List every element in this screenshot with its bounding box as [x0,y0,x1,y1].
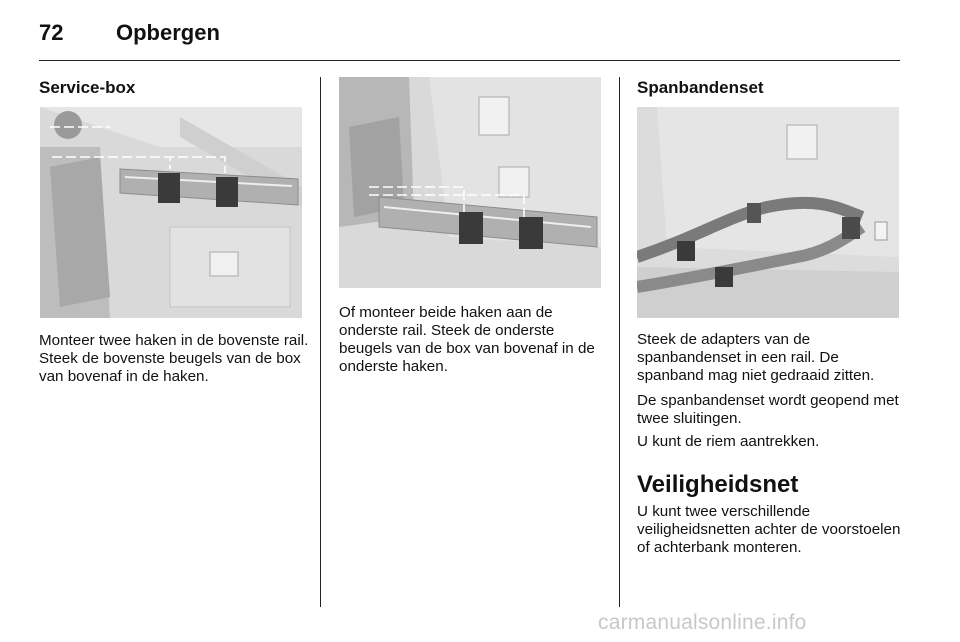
service-box-lower-paragraph: Of monteer beide haken aan de onderste rail. Steek de onderste beugels van de box van bovenaf in de onderste haken. [339,304,595,375]
spanbandenset-heading: Spanbandenset [637,78,764,97]
service-box-heading: Service-box [39,78,136,97]
watermark: carmanualsonline.info [598,611,807,634]
column-divider-1 [320,77,321,607]
veiligheidsnet-heading: Veiligheidsnet [637,471,799,498]
page-title: Opbergen [116,20,220,45]
column-divider-2 [619,77,620,607]
spanbandenset-illustration [637,107,899,318]
service-box-hooks-upper-rail-illustration [40,107,302,318]
service-box-paragraph: Monteer twee haken in de bovenste rail. Steek de bovenste beugels van de box van bovenaf in de haken. [39,332,309,385]
spanbandenset-paragraph-2: De spanbandenset wordt geopend met twee sluitingen. [637,392,899,427]
service-box-hooks-lower-rail-illustration [339,77,601,288]
veiligheidsnet-paragraph: U kunt twee verschillende veiligheidsnetten achter de voorstoelen of achterbank monteren. [637,503,901,556]
page-number: 72 [39,20,64,45]
spanbandenset-paragraph-3: U kunt de riem aantrekken. [637,433,820,450]
header-divider [39,60,900,61]
spanbandenset-paragraph-1: Steek de adapters van de spanbandenset in een rail. De spanband mag niet gedraaid zitten. [637,331,875,384]
